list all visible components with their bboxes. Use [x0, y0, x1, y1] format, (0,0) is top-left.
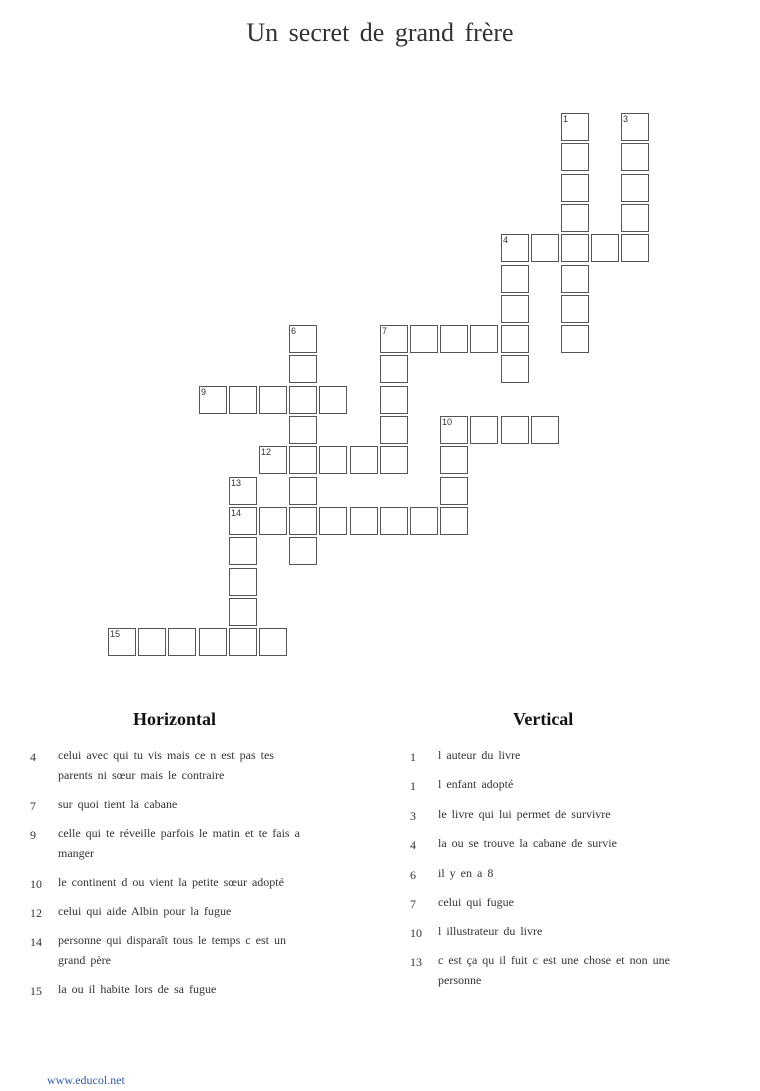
clue-number: 7 — [30, 799, 36, 813]
grid-cell[interactable] — [259, 628, 287, 656]
grid-cell[interactable] — [380, 325, 408, 353]
grid-cell[interactable] — [289, 386, 317, 414]
clue-number: 15 — [30, 984, 42, 998]
grid-cell[interactable] — [440, 446, 468, 474]
vertical-heading: Vertical — [513, 709, 574, 729]
clue-number: 4 — [410, 838, 416, 852]
clue-number: 12 — [30, 906, 42, 920]
clue-number: 9 — [30, 828, 36, 842]
grid-cell[interactable] — [229, 507, 257, 535]
grid-cell[interactable] — [199, 386, 227, 414]
grid-cell[interactable] — [289, 446, 317, 474]
grid-cell[interactable] — [501, 416, 529, 444]
grid-clue-number: 7 — [382, 326, 388, 336]
grid-cell[interactable] — [229, 537, 257, 565]
grid-cell[interactable] — [621, 204, 649, 232]
clue-number: 10 — [30, 877, 42, 891]
grid-clue-number: 15 — [110, 629, 121, 639]
clue-text: il y en a 8 — [438, 866, 494, 880]
grid-cell[interactable] — [229, 477, 257, 505]
grid-cell[interactable] — [621, 234, 649, 262]
grid-cell[interactable] — [319, 507, 347, 535]
grid-clue-number: 12 — [261, 447, 272, 457]
clue-number: 6 — [410, 868, 416, 882]
grid-cell[interactable] — [561, 265, 589, 293]
grid-cell[interactable] — [108, 628, 136, 656]
grid-cell[interactable] — [561, 325, 589, 353]
grid-cell[interactable] — [319, 386, 347, 414]
grid-cell[interactable] — [531, 234, 559, 262]
grid-cell[interactable] — [199, 628, 227, 656]
grid-cell[interactable] — [561, 204, 589, 232]
grid-cell[interactable] — [380, 386, 408, 414]
clue-text: celui qui aide Albin pour la fugue — [58, 904, 232, 918]
clue-number: 13 — [410, 955, 422, 969]
grid-cell[interactable] — [229, 386, 257, 414]
clue-number: 14 — [30, 935, 42, 949]
grid-cell[interactable] — [380, 507, 408, 535]
grid-clue-number: 4 — [503, 235, 509, 245]
grid-cell[interactable] — [289, 537, 317, 565]
grid-cell[interactable] — [229, 598, 257, 626]
grid-cell[interactable] — [440, 416, 468, 444]
grid-cell[interactable] — [561, 143, 589, 171]
grid-cell[interactable] — [470, 416, 498, 444]
horizontal-heading: Horizontal — [133, 709, 216, 729]
grid-cell[interactable] — [229, 628, 257, 656]
grid-cell[interactable] — [229, 568, 257, 596]
grid-cell[interactable] — [561, 174, 589, 202]
clue-text: le continent d ou vient la petite sœur adopté — [58, 875, 284, 889]
grid-cell[interactable] — [501, 295, 529, 323]
grid-clue-number: 9 — [201, 387, 207, 397]
grid-cell[interactable] — [440, 507, 468, 535]
grid-cell[interactable] — [289, 325, 317, 353]
grid-cell[interactable] — [561, 295, 589, 323]
clue-text: la ou il habite lors de sa fugue — [58, 982, 217, 996]
grid-cell[interactable] — [289, 477, 317, 505]
grid-cell[interactable] — [289, 416, 317, 444]
grid-cell[interactable] — [440, 325, 468, 353]
clue-text: celui qui fugue — [438, 895, 514, 909]
grid-cell[interactable] — [380, 416, 408, 444]
grid-clue-number: 14 — [231, 508, 242, 518]
footer-link[interactable]: www.educol.net — [47, 1073, 125, 1087]
grid-cell[interactable] — [621, 143, 649, 171]
grid-cell[interactable] — [259, 446, 287, 474]
grid-cell[interactable] — [561, 113, 589, 141]
clue-number: 4 — [30, 750, 36, 764]
grid-cell[interactable] — [380, 355, 408, 383]
grid-cell[interactable] — [440, 477, 468, 505]
grid-cell[interactable] — [289, 507, 317, 535]
clue-text: l auteur du livre — [438, 748, 521, 762]
grid-cell[interactable] — [591, 234, 619, 262]
grid-cell[interactable] — [501, 355, 529, 383]
grid-cell[interactable] — [380, 446, 408, 474]
grid-cell[interactable] — [350, 446, 378, 474]
grid-cell[interactable] — [138, 628, 166, 656]
grid-clue-number: 10 — [442, 417, 453, 427]
grid-cell[interactable] — [621, 113, 649, 141]
clue-number: 7 — [410, 897, 416, 911]
grid-cell[interactable] — [410, 325, 438, 353]
clue-text: sur quoi tient la cabane — [58, 797, 178, 811]
grid-cell[interactable] — [350, 507, 378, 535]
clue-number: 3 — [410, 809, 416, 823]
grid-clue-number: 13 — [231, 478, 242, 488]
grid-cell[interactable] — [259, 507, 287, 535]
clue-text: l illustrateur du livre — [438, 924, 543, 938]
grid-cell[interactable] — [259, 386, 287, 414]
grid-cell[interactable] — [561, 234, 589, 262]
clue-text: c est ça qu il fuit c est une chose et non une personne — [438, 953, 670, 987]
clue-number: 1 — [410, 779, 416, 793]
clue-text: celle qui te réveille parfois le matin et te fais a manger — [58, 826, 300, 860]
grid-cell[interactable] — [319, 446, 347, 474]
grid-clue-number: 1 — [563, 114, 569, 124]
clue-text: personne qui disparaît tous le temps c est un grand père — [58, 933, 286, 967]
clue-text: celui avec qui tu vis mais ce n est pas tes parents ni sœur mais le contraire — [58, 748, 274, 782]
grid-cell[interactable] — [501, 234, 529, 262]
grid-clue-number: 3 — [623, 114, 629, 124]
clue-number: 10 — [410, 926, 422, 940]
grid-cell[interactable] — [501, 265, 529, 293]
clue-text: le livre qui lui permet de survivre — [438, 807, 611, 821]
grid-clue-number: 6 — [291, 326, 297, 336]
grid-cell[interactable] — [410, 507, 438, 535]
clue-number: 1 — [410, 750, 416, 764]
grid-cell[interactable] — [289, 355, 317, 383]
grid-cell[interactable] — [168, 628, 196, 656]
clue-text: la ou se trouve la cabane de survie — [438, 836, 617, 850]
grid-cell[interactable] — [470, 325, 498, 353]
page-title: Un secret de grand frère — [246, 18, 514, 47]
clue-text: l enfant adopté — [438, 777, 514, 791]
grid-cell[interactable] — [501, 325, 529, 353]
grid-cell[interactable] — [531, 416, 559, 444]
grid-cell[interactable] — [621, 174, 649, 202]
